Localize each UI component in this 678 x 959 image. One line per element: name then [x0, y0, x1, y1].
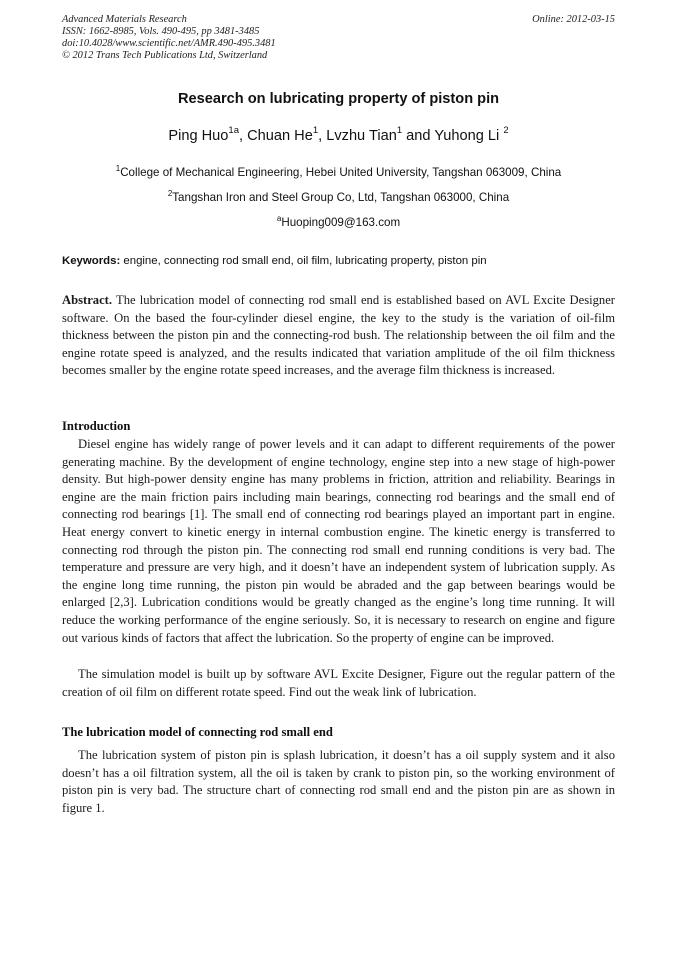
author-list — [62, 125, 615, 144]
author-name: Ping Huo — [168, 128, 229, 144]
paper-title: Research on lubricating property of piston pin — [177, 91, 500, 107]
email-marker: a — [276, 214, 282, 223]
doi-line: doi:10.4028/www.scientific.net/AMR.490-495.3481 — [62, 38, 276, 49]
author-name: Lvzhu Tian — [326, 128, 397, 144]
author-superscript: 1a — [228, 125, 239, 136]
journal-header — [62, 14, 615, 62]
introduction-paragraph-2: The simulation model is built up by software AVL Excite Designer, Figure out the regular pattern of the creation of oil film on different rotate speed. Find out the weak link of lubrication. — [62, 667, 615, 699]
author-name: Yuhong Li — [434, 128, 504, 144]
issn-line: ISSN: 1662-8985, Vols. 490-495, pp 3481-3485 — [62, 26, 260, 37]
introduction-heading: Introduction — [62, 419, 131, 433]
author-separator: and — [402, 128, 435, 144]
keywords-label: Keywords: — [62, 255, 121, 267]
author-superscript: 1 — [396, 125, 403, 136]
affiliation-marker: 1 — [115, 164, 121, 173]
affiliation-text: College of Mechanical Engineering, Hebei United University, Tangshan 063009, China — [120, 166, 562, 179]
email-text: Huoping009@163.com — [281, 216, 401, 229]
model-section-paragraph: The lubrication system of piston pin is splash lubrication, it doesn’t has a oil supply system and it also doesn’t has a oil filtration system, all the oil is taken by crank to piston pin, so the working environment of piston pin is very bad. The structure chart of connecting rod small end and the piston pin are as shown in figure 1. — [62, 748, 615, 815]
author-superscript: 1 — [312, 125, 319, 136]
journal-name: Advanced Materials Research — [62, 14, 187, 25]
abstract-label: Abstract. — [62, 293, 113, 307]
copyright-line: © 2012 Trans Tech Publications Ltd, Switzerland — [62, 50, 268, 61]
introduction-paragraph-1: Diesel engine has widely range of power levels and it can adapt to different requirements of the power generating machine. By the development of engine technology, engine step into a new stage of high-power density. But high-power density engine has many problems in friction, attrition and reliability. Bearings in engine are the main friction pairs including main bearings, connecting rod bearings and the small end of connecting rod bearings [1]. The small end of connecting rod bearings played an important part in engine. Heat energy convert to kinetic energy in internal combustion engine. The kinetic energy is transferred to connecting rod through the piston pin. The connecting rod small end running conditions is very bad. The temperature and pressure are very high, and it doesn’t have an independent system of lubrication supply. As the engine long time running, the piston pin would be abraded and the gap between bearings would be enlarged [2,3]. Lubrication conditions would be greatly changed as the engine’s long time running. It will reduce the working performance of the engine seriously. So, it is necessary to research on engine and figure out various kinds of factors that affect the lubrication. So the property of engine can be improved. — [62, 437, 615, 645]
author-name: Chuan He — [247, 128, 313, 144]
online-date: Online: 2012-03-15 — [532, 14, 615, 25]
author-separator: , — [318, 128, 327, 144]
keywords — [62, 255, 615, 267]
abstract — [62, 292, 615, 380]
affiliation-marker: 2 — [167, 189, 173, 198]
author-separator: , — [239, 128, 248, 144]
affiliation-text: Tangshan Iron and Steel Group Co, Ltd, Tangshan 063000, China — [172, 191, 510, 204]
keywords-text: engine, connecting rod small end, oil film, lubricating property, piston pin — [120, 255, 487, 267]
affiliation-1 — [62, 166, 615, 179]
affiliation-2 — [62, 191, 615, 204]
abstract-text: The lubrication model of connecting rod small end is established based on AVL Excite Designer software. On the based the four-cylinder diesel engine, the key to the study is the variation of oil-film thickness between the piston pin and the connecting-rod bush. The relationship between the oil film and the engine rotate speed is analyzed, and the results indicated that variation amplitude of the oil film thickness becomes smaller by the engine rotate speed increases, and the average film thickness is increased. — [62, 293, 615, 378]
author-email — [62, 216, 615, 229]
model-section-heading: The lubrication model of connecting rod small end — [62, 725, 333, 739]
author-superscript: 2 — [503, 125, 509, 136]
